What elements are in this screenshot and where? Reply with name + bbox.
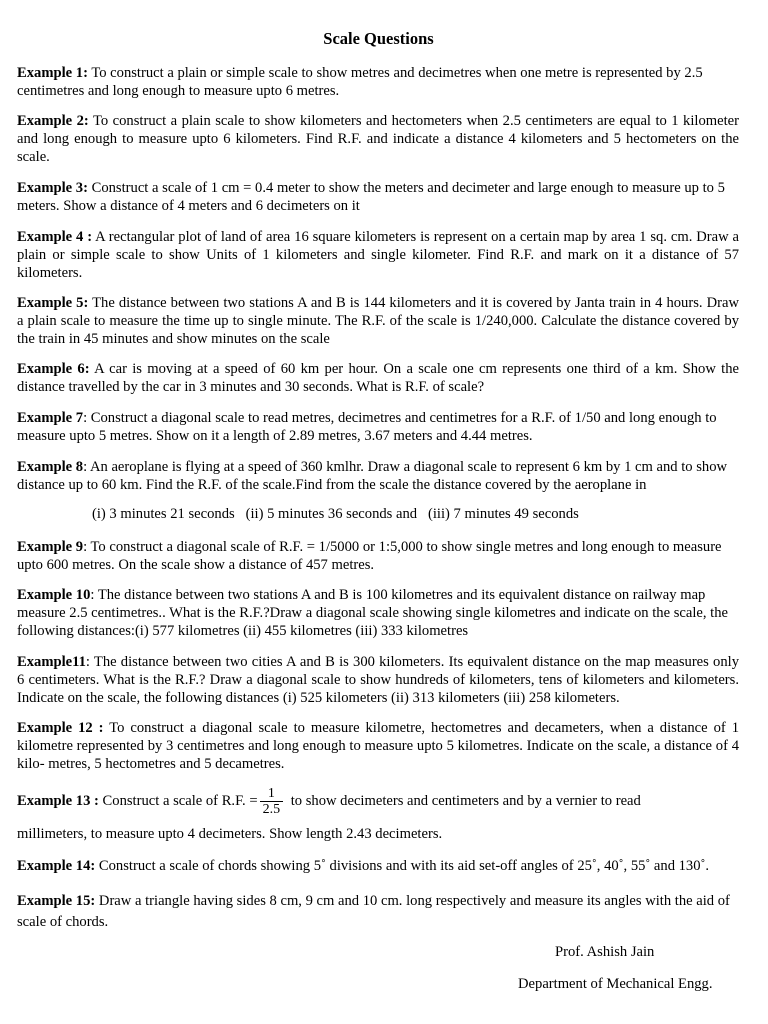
- example-9: [17, 538, 739, 574]
- example-6: [17, 360, 739, 396]
- example-text: : An aeroplane is flying at a speed of 360 kmlhr. Draw a diagonal scale to represent 6 km by 1 cm and to show distance up to 60 km. Find the R.F. of the scale.Find from the scale the distance covered by the aeroplane in: [17, 459, 728, 493]
- example-label: Example 10: [17, 587, 91, 603]
- example-text: Construct a scale of chords showing 5˚ divisions and with its aid set-off angles of 25˚, 40˚, 55˚ and 130˚.: [98, 858, 710, 874]
- example-5: [17, 294, 739, 348]
- example-text: The distance between two stations A and B is 144 kilometers and it is covered by Janta train in 4 hours. Draw a plain scale to measure the time up to single minute. The R.F. of the scale is 1/240,000. Calculate the distance covered by the train in 45 minutes and show minutes on the scale: [17, 295, 739, 347]
- example-11: [17, 653, 739, 707]
- example-label: Example 1:: [17, 65, 88, 81]
- example-text: A rectangular plot of land of area 16 square kilometers is represent on a certain map by area 1 sq. cm. Draw a plain or simple scale to show Units of 1 kilometers and single kilometer. Find R.F. and mark on it a distance of 57 kilometers.: [17, 229, 740, 281]
- example-8-sub-items: (i) 3 minutes 21 seconds (ii) 5 minutes 36 seconds and (iii) 7 minutes 49 seconds: [92, 506, 579, 522]
- example-label: Example 15:: [17, 893, 96, 909]
- example-4: [17, 228, 739, 282]
- example-7: [17, 409, 739, 445]
- author-name: Prof. Ashish Jain: [555, 944, 655, 960]
- example-8: [17, 458, 739, 494]
- example-text: : To construct a diagonal scale of R.F. = 1/5000 or 1:5,000 to show single metres and long enough to measure upto 600 metres. On the scale show a distance of 457 metres.: [17, 539, 722, 573]
- example-13-line-2: millimeters, to measure upto 4 decimeters. Show length 2.43 decimeters.: [17, 826, 443, 842]
- rf-fraction: [260, 786, 284, 817]
- example-14: [17, 857, 739, 875]
- example-text: Construct a scale of 1 cm = 0.4 meter to show the meters and decimeter and large enough to measure up to 5 meters. Show a distance of 4 meters and 6 decimeters on it: [17, 180, 725, 214]
- example-10: [17, 586, 739, 640]
- example-text: : The distance between two stations A and B is 100 kilometres and its equivalent distance on railway map measure 2.5 centimetres.. What is the R.F.?Draw a diagonal scale showing single kilometres and indicate on the scale, the following distances:(i) 577 kilometres (ii) 455 kilometres (iii) 333 kilometres: [17, 587, 729, 639]
- example-label: Example 9: [17, 539, 84, 555]
- example-label: Example 5:: [17, 295, 89, 311]
- example-text: To construct a diagonal scale to measure kilometre, hectometres and decameters, when a distance of 1 kilometre represented by 3 centimetres and long enough to measure upto 5 kilometres. Indicate on the scale, a distance of 4 kilo- metres, 5 hectometres and 5 decametres.: [17, 720, 739, 772]
- fraction-numerator: 1: [260, 786, 284, 802]
- example-text: : The distance between two cities A and B is 300 kilometers. Its equivalent distance on the map measures only 6 centimeters. What is the R.F.? Draw a diagonal scale to show hundreds of kilometers, tens of kilometers and kilometers. Indicate on the scale, the following distances (i) 525 kilometers (ii) 313 kilometers (iii) 258 kilometers.: [17, 654, 739, 706]
- fraction-denominator: 2.5: [262, 802, 281, 817]
- example-1: [17, 64, 739, 100]
- example-text: To construct a plain scale to show kilometers and hectometers when 2.5 centimeters are equal to 1 kilometer and long enough to measure upto 6 kilometers. Find R.F. and indicate a distance 4 kilometers and 5 hectometers on the scale.: [17, 113, 739, 165]
- example-label: Example 6:: [17, 361, 90, 377]
- example-text: Draw a triangle having sides 8 cm, 9 cm and 10 cm. long respectively and measure its angles with the aid of scale of chords.: [17, 893, 730, 930]
- example-text: : Construct a diagonal scale to read metres, decimetres and centimetres for a R.F. of 1/50 and long enough to measure upto 5 metres. Show on it a length of 2.89 metres, 3.67 meters and 4.44 metres.: [17, 410, 717, 444]
- example-2: [17, 112, 739, 166]
- example-text: To construct a plain or simple scale to show metres and decimetres when one metre is represented by 2.5 centimetres and long enough to measure upto 6 metres.: [17, 65, 703, 99]
- example-label: Example11: [17, 654, 86, 670]
- page-title: Scale Questions: [323, 29, 434, 48]
- example-text: Construct a scale of R.F. =: [102, 792, 258, 809]
- example-text: A car is moving at a speed of 60 km per hour. On a scale one cm represents one third of a km. Show the distance travelled by the car in 3 minutes and 30 seconds. What is R.F. of scale?: [17, 361, 740, 395]
- example-label: Example 14:: [17, 858, 96, 874]
- author-department: Department of Mechanical Engg.: [518, 976, 713, 992]
- example-label: Example 3:: [17, 180, 88, 196]
- example-text-continued: to show decimeters and centimeters and by a vernier to read: [290, 792, 641, 809]
- example-label: Example 8: [17, 459, 84, 475]
- example-label: Example 4 :: [17, 229, 93, 245]
- example-label: Example 2:: [17, 113, 89, 129]
- example-15: [17, 891, 739, 933]
- example-label: Example 7: [17, 410, 84, 426]
- example-label: Example 13 :: [17, 792, 99, 809]
- example-3: [17, 179, 739, 215]
- example-12: [17, 719, 739, 773]
- example-13: [17, 786, 739, 817]
- example-label: Example 12 :: [17, 720, 104, 736]
